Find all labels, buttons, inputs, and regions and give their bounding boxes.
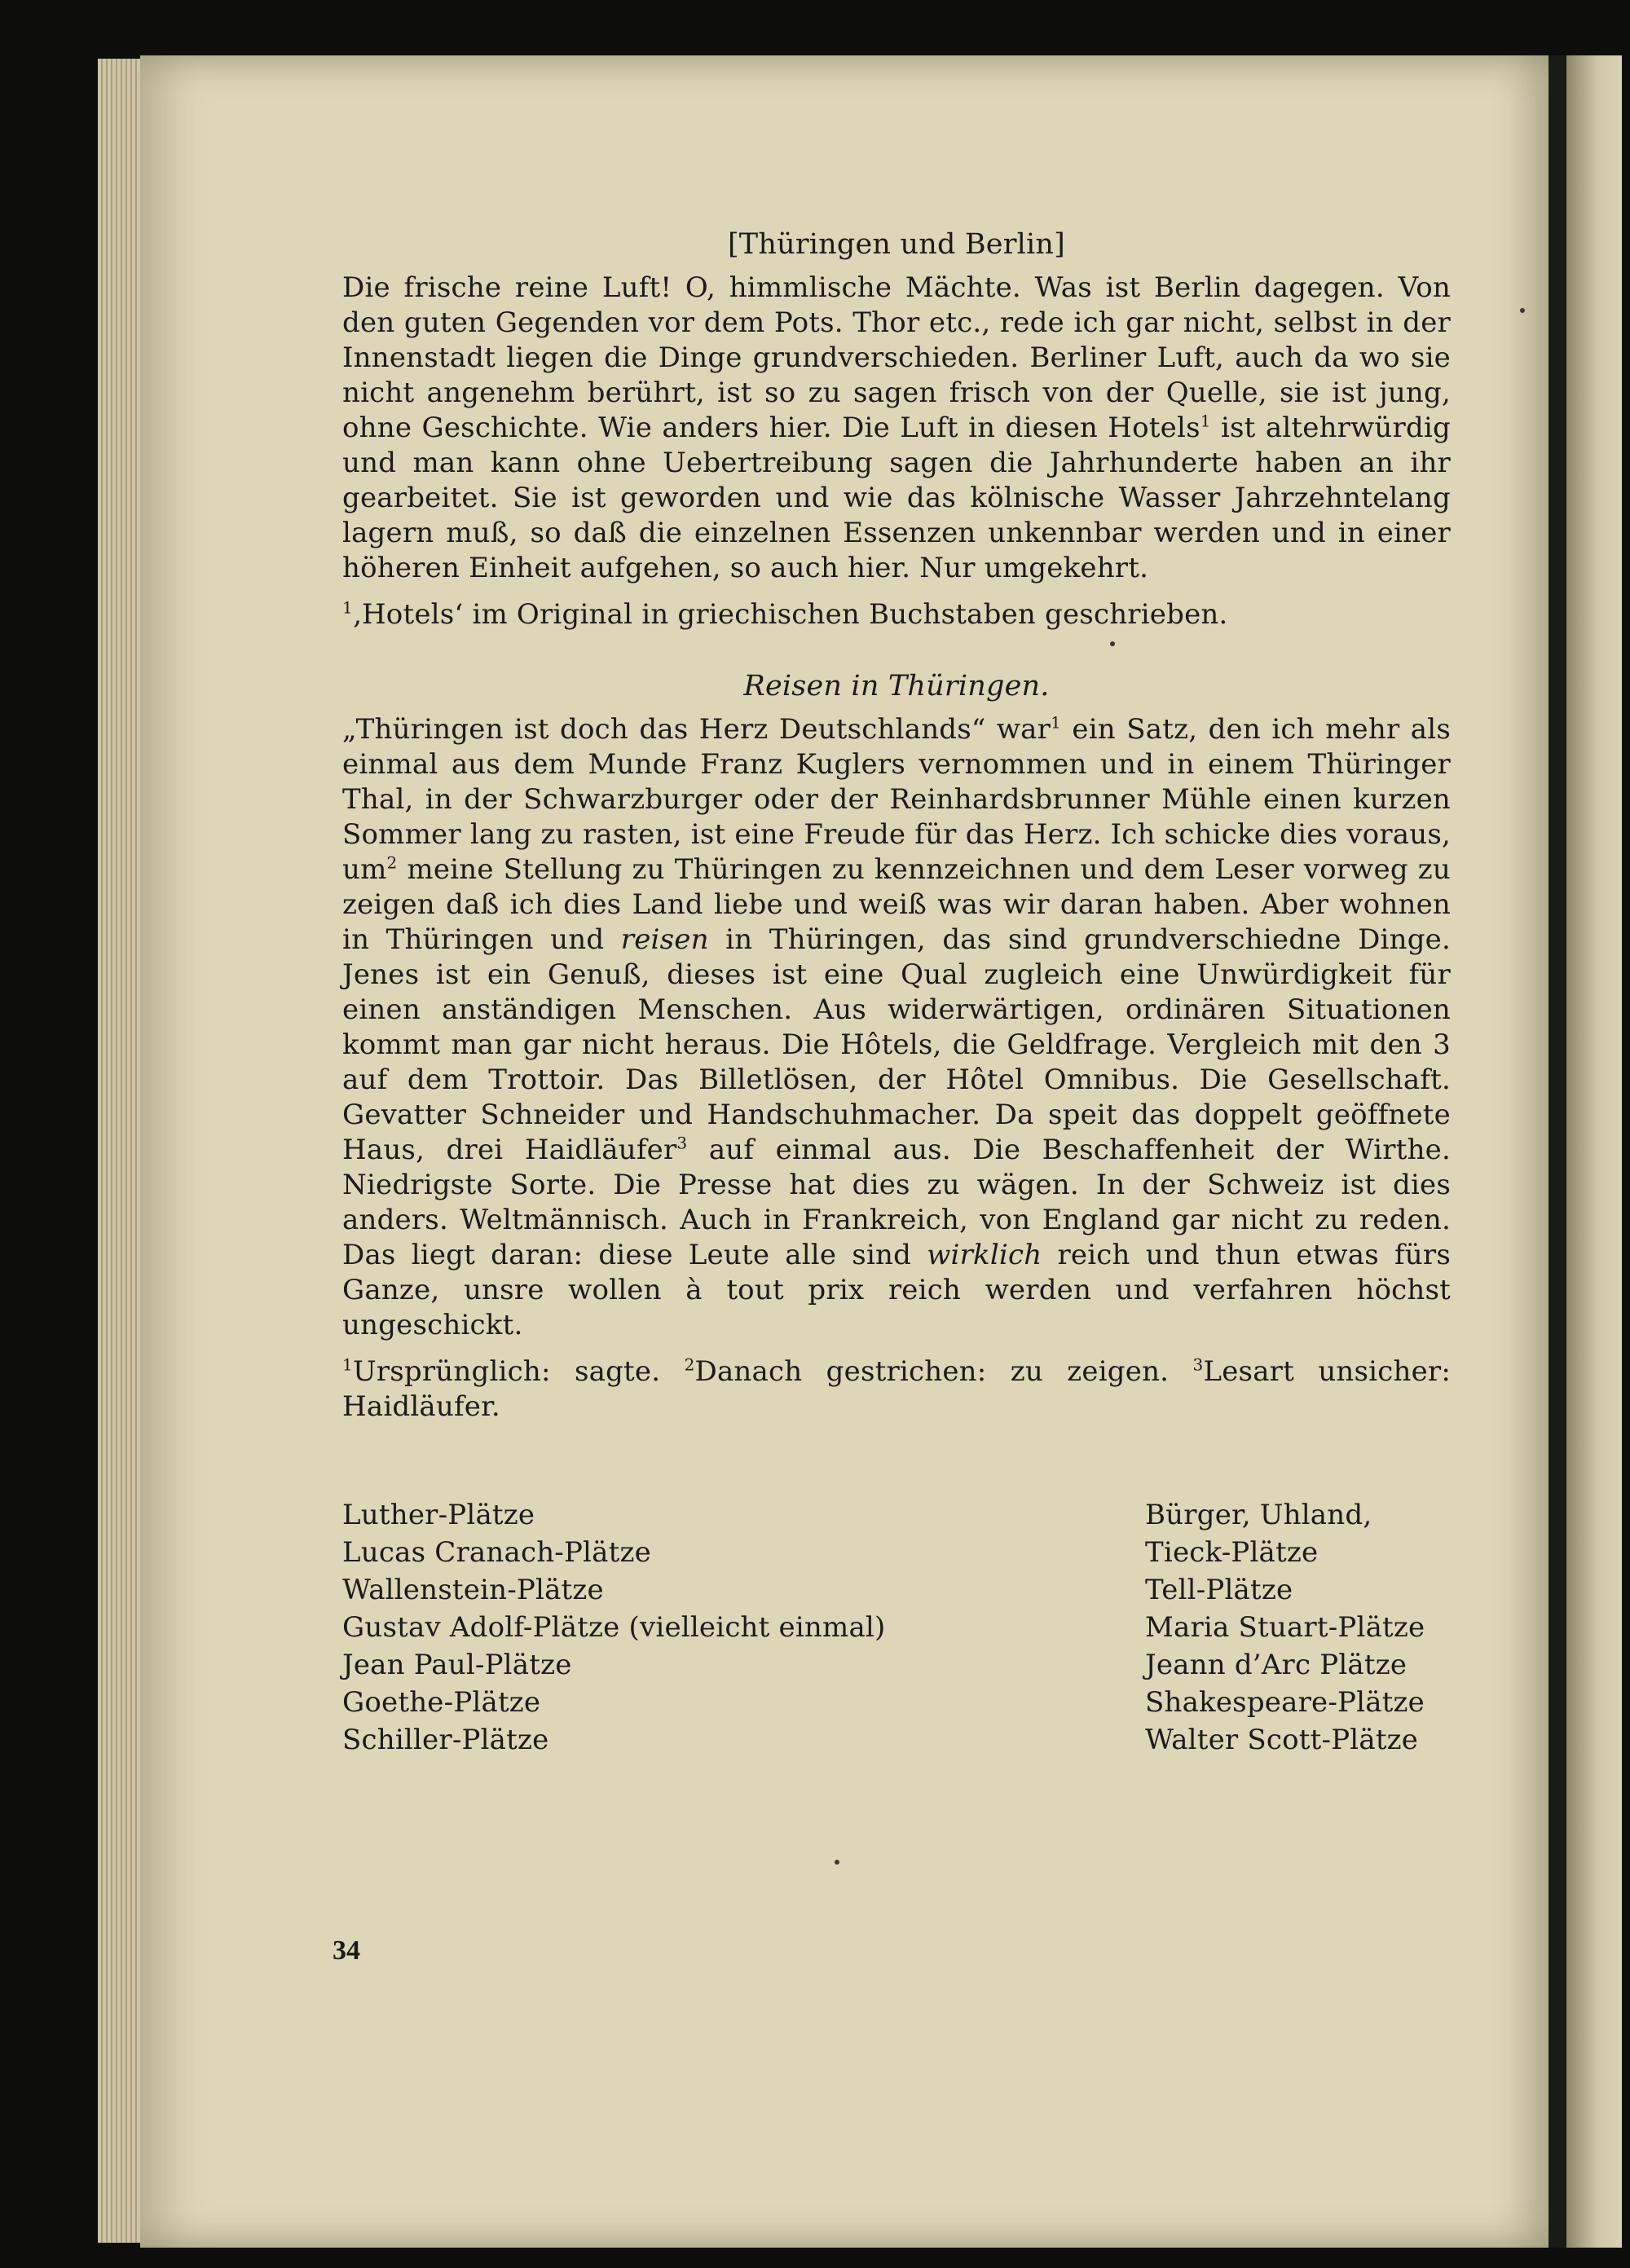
places-list — [342, 1496, 1451, 1759]
list-item: Schiller-Plätze — [342, 1724, 549, 1756]
list-item: Walter Scott-Plätze — [1145, 1724, 1419, 1756]
list-item: Tieck-Plätze — [1145, 1536, 1319, 1569]
paragraph-reisen: „Thüringen ist doch das Herz Deutschlands“ war$^1$ ein Satz, den ich mehr als einmal aus dem Munde Franz Kuglers vernommen und in einem Thüringer Thal, in der Schwarzburger oder der Reinhardsbrunner Mühle einen kurzen Sommer lang zu rasten, ist eine Freude für das Herz. Ich schicke dies voraus, $um^2$ meine Stellung zu Thüringen zu kennzeichnen und dem Leser vorweg zu zeigen daß ich dies Land liebe und weiß was wir daran haben. Aber wohnen in Thüringen und reisen in Thüringen, das sind grundverschiedne Dinge. Jenes ist ein Genuß, dieses ist eine Qual zugleich eine Unwürdigkeit für einen anständigen Menschen. Aus widerwärtigen, ordinären Situationen kommt man gar nicht heraus. Die Hôtels, die Geldfrage. Vergleich mit den 3 auf dem Trottoir. Das Billetlösen, der Hôtel Omnibus. Die Gesellschaft. Gevatter Schneider und Handschuhmacher. Da speit das doppelt geöffnete Haus, drei Haidläufer$^3$ auf einmal aus. Die Beschaffenheit der Wirthe. Niedrigste Sorte. Die Presse hat dies zu wägen. In der Schweiz ist dies anders. Weltmännisch. Auch in Frankreich, von England gar nicht zu reden. Das liegt daran: diese Leute alle sind wirklich reich und thun etwas fürs Ganze, unsre wollen à tout prix reich werden und verfahren höchst ungeschickt. — [342, 712, 1452, 1341]
places-left-column — [342, 1496, 885, 1759]
section-heading-reisen: Reisen in Thüringen. — [743, 670, 1050, 702]
footnote-marker: 1 — [1200, 411, 1211, 431]
paper-speck — [1110, 641, 1115, 646]
next-page-strip — [1548, 55, 1622, 2248]
book-page-edges — [98, 59, 147, 2243]
places-right-column — [1145, 1496, 1451, 1759]
list-item: Jean Paul-Plätze — [342, 1649, 572, 1681]
page-number: 34 — [333, 1936, 360, 1966]
page-text — [342, 228, 1451, 1759]
section-heading-thueringen-berlin: [Thüringen und Berlin] — [727, 228, 1066, 261]
list-item: Maria Stuart-Plätze — [1145, 1611, 1425, 1644]
list-item: Jeann d’Arc Plätze — [1145, 1649, 1408, 1681]
footnote-hotels: $^1$‚Hotels‘ im Original in griechischen Buchstaben geschrieben. — [342, 597, 1228, 631]
list-item: Lucas Cranach-Plätze — [342, 1536, 651, 1569]
list-item: Wallenstein-Plätze — [342, 1574, 604, 1606]
paragraph-berlin-air: Die frische reine Luft! O, himmlische Mächte. Was ist Berlin dagegen. Von den guten Gegenden vor dem Pots. Thor etc., rede ich gar nicht, selbst in der Innenstadt liegen die Dinge grundverschieden. Berliner Luft, auch da wo sie nicht angenehm berührt, ist so zu sagen frisch von der Quelle, sie ist jung, ohne Geschichte. Wie anders hier. Die Luft in diesen Hotels$^1$ ist altehrwürdig und man kann ohne Uebertreibung sagen die Jahrhunderte haben an ihr gearbeitet. Sie ist geworden und wie das kölnische Wasser Jahrzehntelang lagern muß, so daß die einzelnen Essenzen unkennbar werden und in einer höheren Einheit aufgehen, so auch hier. Nur umgekehrt. — [342, 271, 1451, 584]
paper-speck — [1520, 308, 1525, 313]
list-item: Tell-Plätze — [1145, 1574, 1293, 1606]
list-item: Goethe-Plätze — [342, 1686, 541, 1719]
list-item: Luther-Plätze — [342, 1499, 535, 1531]
list-item: Shakespeare-Plätze — [1145, 1686, 1425, 1719]
list-item: Gustav Adolf-Plätze (vielleicht einmal) — [342, 1611, 886, 1644]
paper-speck — [835, 1860, 839, 1865]
footnotes-reisen: $^1$Ursprünglich: sagte. $^2$Danach gestrichen: zu zeigen. $^3$Lesart unsicher: Haidläufer. — [342, 1354, 1452, 1423]
list-item: Bürger, Uhland, — [1145, 1499, 1372, 1531]
